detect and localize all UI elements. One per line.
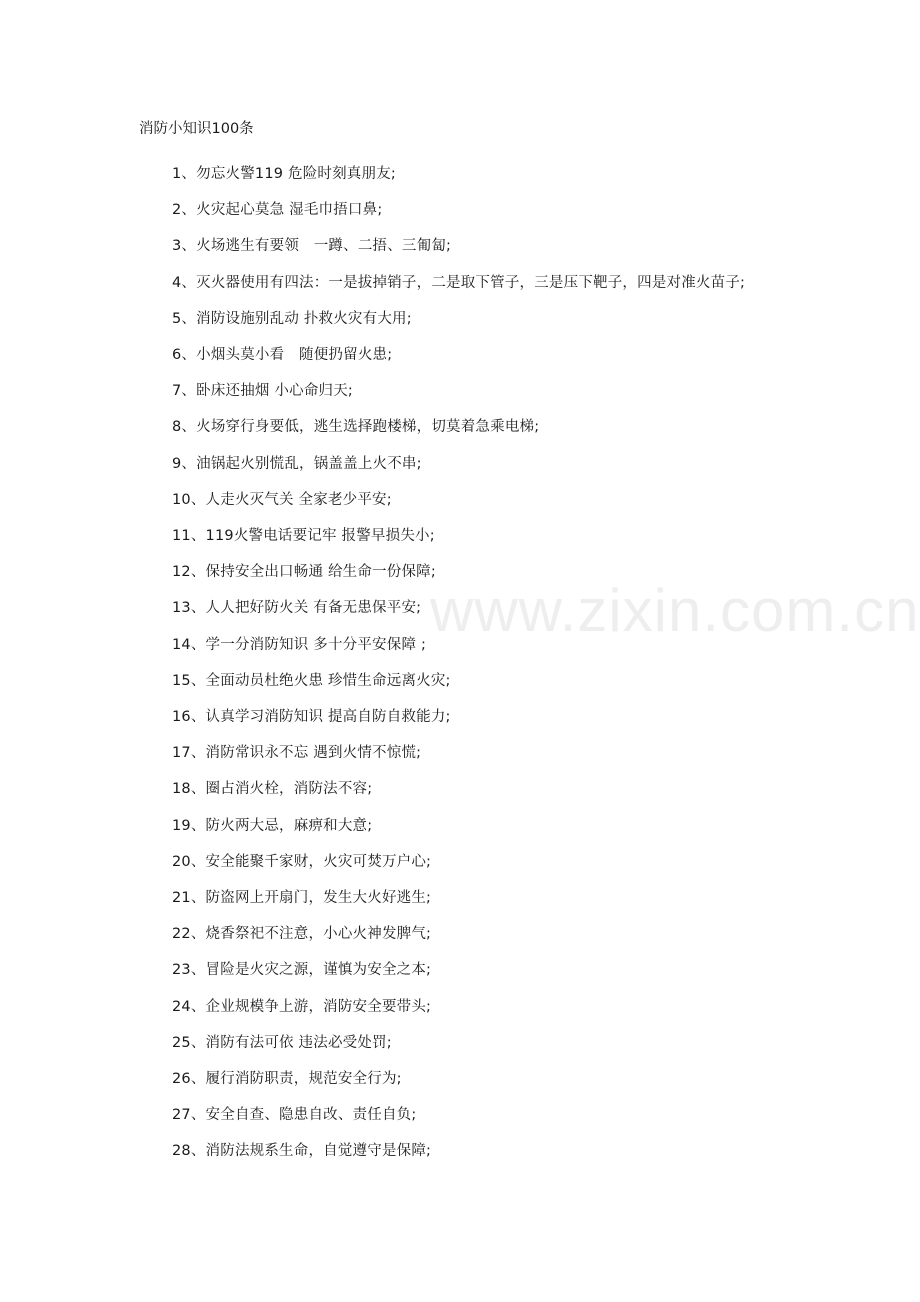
list-item: 28、消防法规系生命，自觉遵守是保障; <box>172 1143 432 1160</box>
list-item: 3、火场逃生有要领 一蹲、二捂、三匍匐; <box>172 238 452 255</box>
list-item: 27、安全自查、隐患自改、责任自负; <box>172 1107 417 1124</box>
list-item: 21、防盗网上开扇门，发生大火好逃生; <box>172 890 432 907</box>
list-item: 12、保持安全出口畅通 给生命一份保障; <box>172 564 436 581</box>
list-item: 23、冒险是火灾之源，谨慎为安全之本; <box>172 962 432 979</box>
list-item: 16、认真学习消防知识 提高自防自救能力; <box>172 709 451 726</box>
list-item: 9、油锅起火别慌乱，锅盖盖上火不串; <box>172 455 422 472</box>
list-item: 19、防火两大忌，麻痹和大意; <box>172 817 373 834</box>
list-item: 10、人走火灭气关 全家老少平安; <box>172 491 392 508</box>
list-item: 15、全面动员杜绝火患 珍惜生命远离火灾; <box>172 672 451 689</box>
list-item: 25、消防有法可依 违法必受处罚; <box>172 1034 392 1051</box>
list-item: 5、消防设施别乱动 扑救火灾有大用; <box>172 310 412 327</box>
list-item: 8、火场穿行身要低，逃生选择跑楼梯，切莫着急乘电梯; <box>172 419 540 436</box>
list-item: 26、履行消防职责，规范安全行为; <box>172 1071 402 1088</box>
list-item: 13、人人把好防火关 有备无患保平安; <box>172 600 422 617</box>
item-list <box>139 156 789 1170</box>
list-item: 11、119火警电话要记牢 报警早损失小; <box>172 528 435 545</box>
list-item: 20、安全能聚千家财，火灾可焚万户心; <box>172 853 432 870</box>
list-item: 2、火灾起心莫急 湿毛巾捂口鼻; <box>172 202 383 219</box>
list-item: 24、企业规模争上游，消防安全要带头; <box>172 998 432 1015</box>
document-title: 消防小知识100条 <box>139 121 254 137</box>
list-item: 6、小烟头莫小看 随便扔留火患; <box>172 347 393 364</box>
list-item: 18、圈占消火栓，消防法不容; <box>172 781 373 798</box>
list-item: 22、烧香祭祀不注意，小心火神发脾气; <box>172 926 432 943</box>
list-item: 7、卧床还抽烟 小心命归天; <box>172 383 354 400</box>
list-item: 17、消防常识永不忘 遇到火情不惊慌; <box>172 745 422 762</box>
list-item: 4、灭火器使用有四法：一是拔掉销子，二是取下管子，三是压下靶子，四是对准火苗子; <box>172 274 746 291</box>
watermark: www.zixin.com.cn <box>430 577 920 644</box>
list-item: 1、勿忘火警119 危险时刻真朋友; <box>172 166 396 182</box>
list-item: 14、学一分消防知识 多十分平安保障 ; <box>172 636 427 653</box>
